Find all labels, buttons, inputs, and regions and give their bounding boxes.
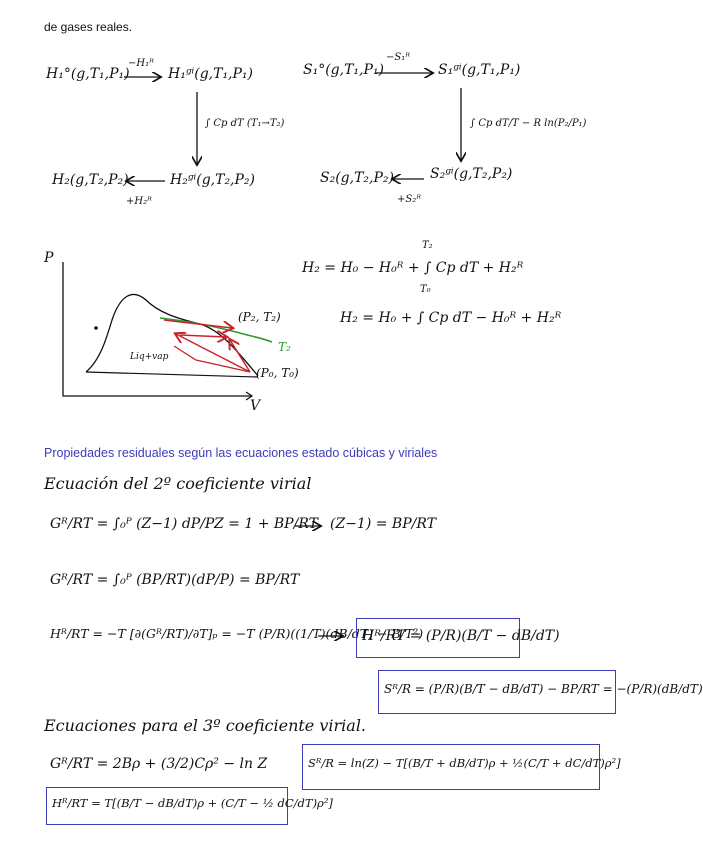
s-ideal1-state: S₁ᵍⁱ(g,T₁,P₁) (438, 62, 521, 78)
s-start-state: S₁°(g,T₁,P₁) (303, 62, 384, 78)
dome-base (86, 372, 258, 377)
h-ideal2-state: H₂ᵍⁱ(g,T₂,P₂) (170, 172, 256, 188)
s-arrow2-label: +S₂ᴿ (397, 194, 421, 205)
virial2-eq-h-boxed: Hᴿ/RT = (P/R)(B/T − dB/dT) (362, 628, 560, 644)
virial2-heading: Ecuación del 2º coeficiente virial (44, 474, 312, 493)
h-ideal1-state: H₁ᵍⁱ(g,T₁,P₁) (168, 66, 254, 82)
virial2-eq-g-result: Gᴿ/RT = ∫₀ᴾ (BP/RT)(dP/P) = BP/RT (50, 572, 300, 588)
virial3-eq-h-boxed: Hᴿ/RT = T[(B/T − dB/dT)ρ + (C/T − ½ dC/dT)ρ²] (52, 796, 333, 810)
pv-y-label: P (44, 250, 54, 266)
s-end-state: S₂(g,T₂,P₂) (320, 170, 394, 186)
dot (94, 326, 98, 330)
virial3-eq-s-boxed: Sᴿ/R = ln(Z) − T[(B/T + dB/dT)ρ + ½(C/T + dC/dT)ρ²] (308, 756, 621, 770)
pv-point-lower: (P₀, T₀) (256, 366, 299, 380)
enthalpy-limit-lower: T₀ (420, 284, 431, 295)
red-path-1 (164, 320, 232, 328)
h-integral: ∫ Cp dT (T₁→T₂) (205, 118, 285, 129)
s-ideal2-state: S₂ᵍⁱ(g,T₂,P₂) (430, 166, 513, 182)
h-arrow1-label: −H₁ᴿ (128, 58, 154, 69)
enthalpy-eq-2: H₂ = H₀ + ∫ Cp dT − H₀ᴿ + H₂ᴿ (340, 310, 562, 326)
virial2-eq-s-boxed: Sᴿ/R = (P/R)(B/T − dB/dT) − BP/RT = −(P/R)(dB/dT) (384, 682, 703, 696)
section-title: Propiedades residuales según las ecuaciones estado cúbicas y viriales (44, 446, 438, 460)
virial2-eq-z-minus: (Z−1) = BP/RT (330, 516, 436, 532)
red-path-5 (174, 346, 250, 372)
s-arrow1-label: −S₁ᴿ (386, 52, 410, 63)
enthalpy-eq-1: H₂ = H₀ − H₀ᴿ + ∫ Cp dT + H₂ᴿ (302, 260, 524, 276)
pv-plot (63, 262, 272, 400)
saturation-dome (86, 294, 258, 376)
red-path-2 (180, 335, 226, 337)
s-integral: ∫ Cp dT/T − R ln(P₂/P₁) (470, 118, 587, 129)
h-start-state: H₁°(g,T₁,P₁) (46, 66, 130, 82)
pv-region-label: Liq+vap (130, 352, 169, 362)
header-text: de gases reales. (44, 20, 133, 34)
virial2-eq-h-derivation: Hᴿ/RT = −T [∂(Gᴿ/RT)/∂T]ₚ = −T (P/R)((1/T)(dB/dT) − B/T²) (50, 626, 424, 641)
pv-isotherm-label: T₂ (278, 340, 291, 354)
virial2-eq-g-integral: Gᴿ/RT = ∫₀ᴾ (Z−1) dP/P (50, 516, 215, 532)
h-end-state: H₂(g,T₂,P₂) (52, 172, 129, 188)
virial3-heading: Ecuaciones para el 3º coeficiente virial. (44, 716, 367, 735)
virial2-eq-z: Z = 1 + BP/RT (214, 516, 318, 532)
pv-point-upper: (P₂, T₂) (238, 310, 281, 324)
enthalpy-limit-upper: T₂ (422, 240, 433, 251)
virial3-eq-g: Gᴿ/RT = 2Bρ + (3/2)Cρ² − ln Z (50, 756, 268, 772)
pv-x-label: V (250, 398, 261, 414)
h-arrow2-label: +H₂ᴿ (126, 196, 152, 207)
